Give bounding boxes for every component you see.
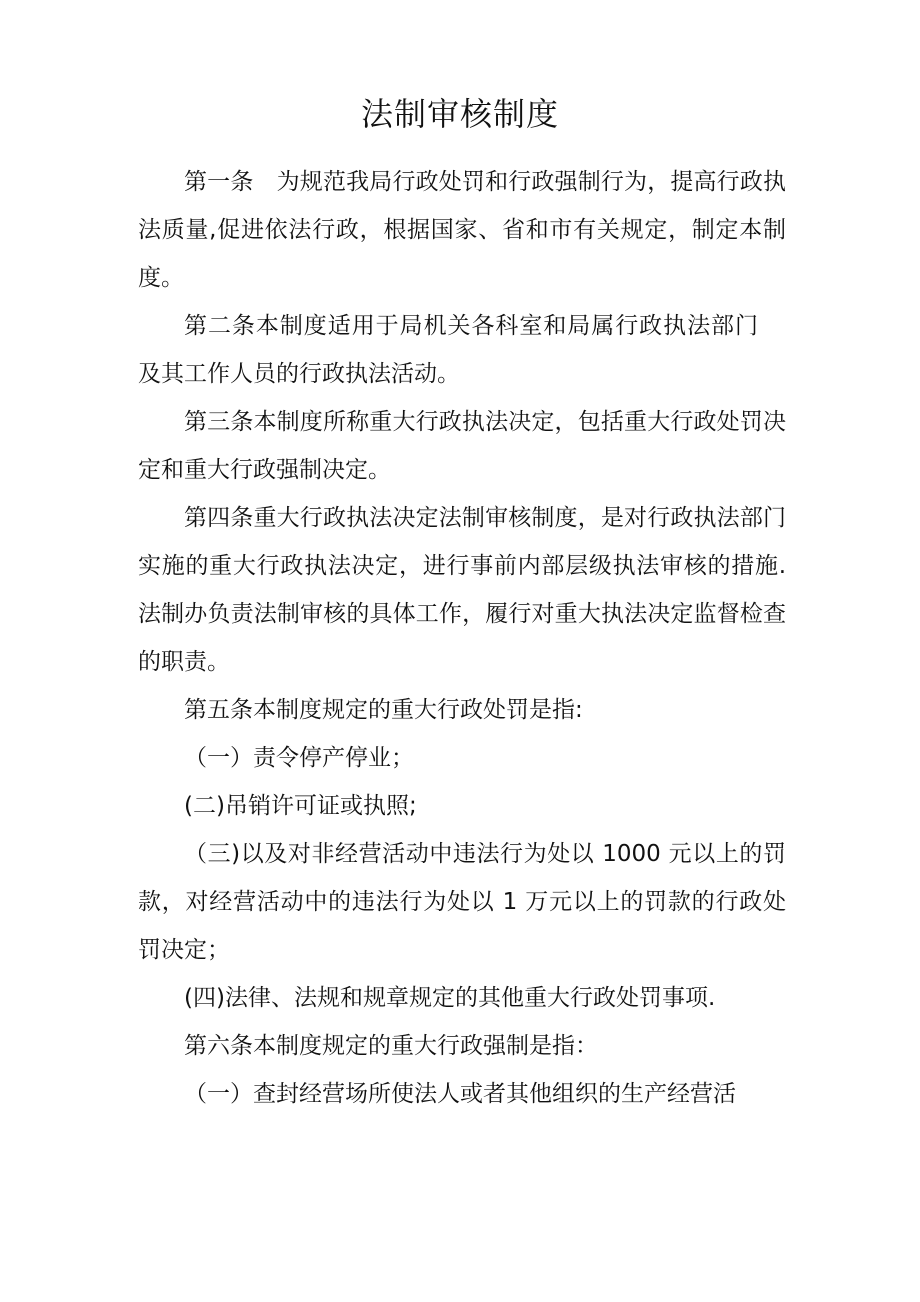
article-6-item-1: （一）查封经营场所使法人或者其他组织的生产经营活 [184,1081,736,1107]
article-3: 第三条本制度所称重大行政执法决定，包括重大行政处罚决定和重大行政强制决定。 [138,409,786,483]
article-4: 第四条重大行政执法决定法制审核制度，是对行政执法部门实施的重大行政执法决定，进行事前内部层级执法审核的措施.法制办负责法制审核的具体工作，履行对重大执法决定监督检查的职责。 [138,505,786,675]
article-5: 第五条本制度规定的重大行政处罚是指: [184,697,583,723]
article-1: 第一条 为规范我局行政处罚和行政强制行为，提高行政执法质量,促进依法行政，根据国家、省和市有关规定，制定本制度。 [138,169,786,291]
article-5-item-2: (二)吊销许可证或执照; [184,793,417,819]
article-5-item-3: （三)以及对非经营活动中违法行为处以 1000 元以上的罚款，对经营活动中的违法行为处以 1 万元以上的罚款的行政处罚决定； [138,841,786,963]
article-5-item-1: （一）责令停产停业； [184,745,414,771]
article-5-item-4: (四)法律、法规和规章规定的其他重大行政处罚事项. [184,985,716,1011]
article-2: 第二条本制度适用于局机关各科室和局属行政执法部门及其工作人员的行政执法活动。 [138,313,758,387]
article-6: 第六条本制度规定的重大行政强制是指： [184,1033,598,1059]
document-title: 法制审核制度 [360,95,559,133]
document-body [138,158,786,1118]
